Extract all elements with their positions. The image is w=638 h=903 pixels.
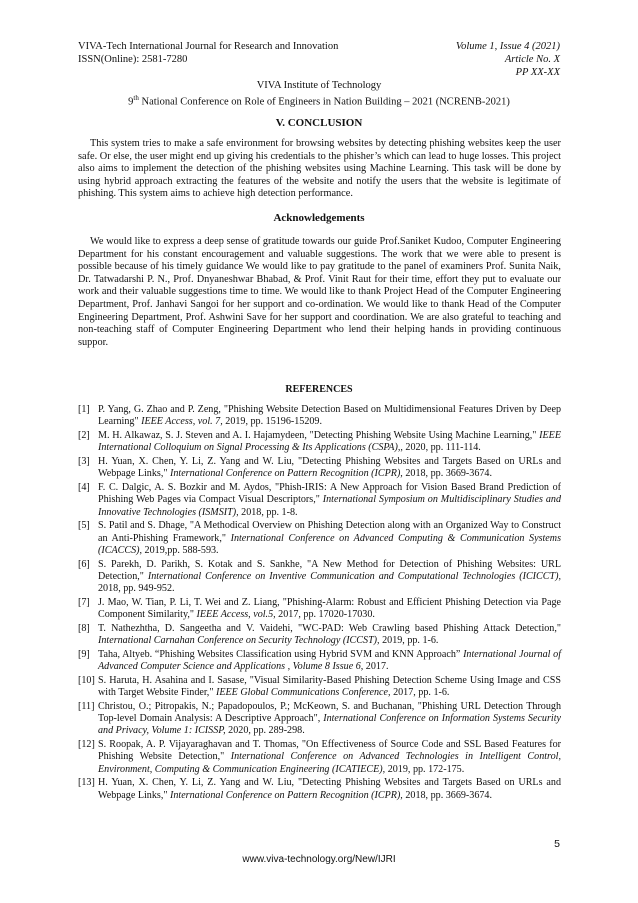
page-number: 5: [554, 838, 560, 850]
reference-item: [78, 456, 561, 481]
reference-item: [78, 649, 561, 674]
reference-number: [6]: [78, 558, 90, 570]
reference-item: [78, 675, 561, 700]
reference-number: [9]: [78, 648, 90, 660]
reference-item: [78, 701, 561, 738]
journal-title: VIVA-Tech International Journal for Research and Innovation: [78, 41, 339, 52]
reference-item: [78, 559, 561, 596]
reference-text: T. Nathezhtha, D. Sangeetha and V. Vaidehi, "WC-PAD: Web Crawling based Phishing Attack Detection," International Carnahan Conference on Security Technology (ICCST), 2019, pp. 1-6.: [98, 622, 561, 646]
reference-text: F. C. Dalgic, A. S. Bozkir and M. Aydos, "Phish-IRIS: A New Approach for Vision Based Brand Prediction of Phishing Web Pages via Compact Visual Descriptors," International Symposium on Multidisciplinary Studies and Innovative Technologies (ISMSIT), 2018, pp. 1-8.: [98, 482, 561, 518]
issn: ISSN(Online): 2581-7280: [78, 54, 188, 65]
page-range: PP XX-XX: [515, 67, 560, 78]
reference-text: S. Patil and S. Dhage, "A Methodical Overview on Phishing Detection along with an Organized Way to Construct an Anti-Phishing Framework," International Conference on Advanced Computing & Communication Systems (ICACCS), 2019,pp. 588-593.: [98, 520, 562, 556]
footer-url: www.viva-technology.org/New/IJRI: [242, 854, 396, 865]
reference-text: Taha, Altyeb. “Phishing Websites Classification using Hybrid SVM and KNN Approach” International Journal of Advanced Computer Science and Applications , Volume 8 Issue 6, 2017.: [98, 648, 561, 672]
reference-number: [2]: [78, 430, 90, 441]
reference-text: H. Yuan, X. Chen, Y. Li, Z. Yang and W. Liu, "Detecting Phishing Websites and Targets Based on URLs and Webpage Links," International Conference on Pattern Recognition (ICPR), 2018, pp. 3669-3674.: [98, 777, 561, 801]
reference-text: P. Yang, G. Zhao and P. Zeng, "Phishing Website Detection Based on Multidimensional Features Driven by Deep Learning" IEEE Access, vol. 7, 2019, pp. 15196-15209.: [98, 404, 561, 428]
reference-item: [78, 482, 561, 519]
reference-text: S. Parekh, D. Parikh, S. Kotak and S. Sankhe, "A New Method for Detection of Phishing Websites: URL Detection," International Conference on Inventive Communication and Computational Technologies (ICICCT), 2018, pp. 949-952.: [98, 558, 561, 594]
conference-name: 9th National Conference on Role of Engineers in Nation Building – 2021 (NCRENB-2021): [128, 94, 510, 108]
reference-item: [78, 597, 561, 622]
reference-text: M. H. Alkawaz, S. J. Steven and A. I. Hajamydeen, "Detecting Phishing Website Using Machine Learning," IEEE International Colloquium on Signal Processing & Its Applications (CSPA),, 2020, pp. 111-114.: [98, 430, 561, 454]
reference-number: [8]: [78, 622, 90, 634]
header-left: [78, 40, 338, 66]
reference-item: [78, 623, 561, 648]
reference-item: [78, 739, 561, 776]
reference-number: [12]: [78, 739, 95, 750]
institute-name: VIVA Institute of Technology: [256, 80, 382, 91]
conclusion-heading: V. CONCLUSION: [275, 117, 363, 129]
references-list: [78, 404, 561, 803]
reference-item: [78, 404, 561, 429]
reference-number: [13]: [78, 777, 95, 789]
reference-text: S. Roopak, A. P. Vijayaraghavan and T. Thomas, "On Effectiveness of Source Code and SSL Based Features for Phishing Website Detection," International Conference on Advanced Technologies in Intelligent Control, Environment, Computing & Communication Engineering (ICATIECE), 2019, pp. 172-175.: [98, 739, 561, 775]
article-number: Article No. X: [504, 54, 560, 65]
reference-item: [78, 520, 561, 557]
reference-text: Christou, O.; Pitropakis, N.; Papadopoulos, P.; McKeown, S. and Buchanan, "Phishing URL Detection Through Top-level Domain Analysis: A Descriptive Approach", International Conference on Information Systems Security and Privacy, Volume 1: ICISSP, 2020, pp. 289-298.: [98, 700, 561, 737]
reference-number: [11]: [78, 700, 95, 712]
acknowledgements-text: We would like to express a deep sense of gratitude towards our guide Prof.Saniket Kudoo, Computer Engineering Department for his constant encouragement and valuable suggestions. The work that we were able to present is possible because of his timely guidance We would like to pay gratitude to the panel of examiners Prof. Sunita Naik, Dr. Tatwadarshi P. N., Prof. Dnyaneshwar Bhabad, & Prof. Vinit Raut for their time, effort they put to evaluate our work and their valuable suggestions time to time. We would like to thank Project Head of the Computer Engineering Department, Prof. Janhavi Sangoi for her support and co-ordination. We would like to thank Head of the Computer Engineering Department, Prof. Ashwini Save for her support and coordination. We are also grateful to teaching and non-teaching staff of Computer Engineering Department who lend their helping hands in providing continuous suppor.: [78, 236, 561, 348]
reference-number: [3]: [78, 456, 90, 467]
volume-issue: Volume 1, Issue 4 (2021): [455, 41, 560, 52]
references-heading: REFERENCES: [285, 384, 353, 395]
conclusion-text: This system tries to make a safe environment for browsing websites by detecting phishing websites keep the user safe. Or else, the user might end up giving his credentials to the phisher’s which can lead to huge losses. This project also aims to implement the detection of the phishing websites using Machine Learning. This task will be done by using hybrid approach extracting the features of the website and notify the users that the website is legitimate of phishing. This system aims to achieve high detection performance.: [78, 138, 561, 200]
acknowledgements-heading: Acknowledgements: [273, 212, 365, 224]
reference-text: J. Mao, W. Tian, P. Li, T. Wei and Z. Liang, "Phishing-Alarm: Robust and Efficient Phishing Detection via Page Component Similarity," IEEE Access, vol.5, 2017, pp. 17020-17030.: [98, 596, 561, 620]
reference-text: S. Haruta, H. Asahina and I. Sasase, "Visual Similarity-Based Phishing Detection Scheme Using Image and CSS with Target Website Finder," IEEE Global Communications Conference, 2017, pp. 1-6.: [98, 674, 561, 698]
reference-number: [10]: [78, 674, 95, 686]
reference-number: [4]: [78, 482, 90, 493]
reference-number: [1]: [78, 404, 90, 415]
reference-item: [78, 430, 561, 455]
reference-number: [7]: [78, 596, 90, 608]
reference-text: H. Yuan, X. Chen, Y. Li, Z. Yang and W. Liu, "Detecting Phishing Websites and Targets Based on URLs and Webpage Links," International Conference on Pattern Recognition (ICPR), 2018, pp. 3669-3674.: [98, 456, 561, 480]
reference-item: [78, 777, 561, 802]
header-right: [456, 40, 560, 79]
reference-number: [5]: [78, 520, 90, 532]
